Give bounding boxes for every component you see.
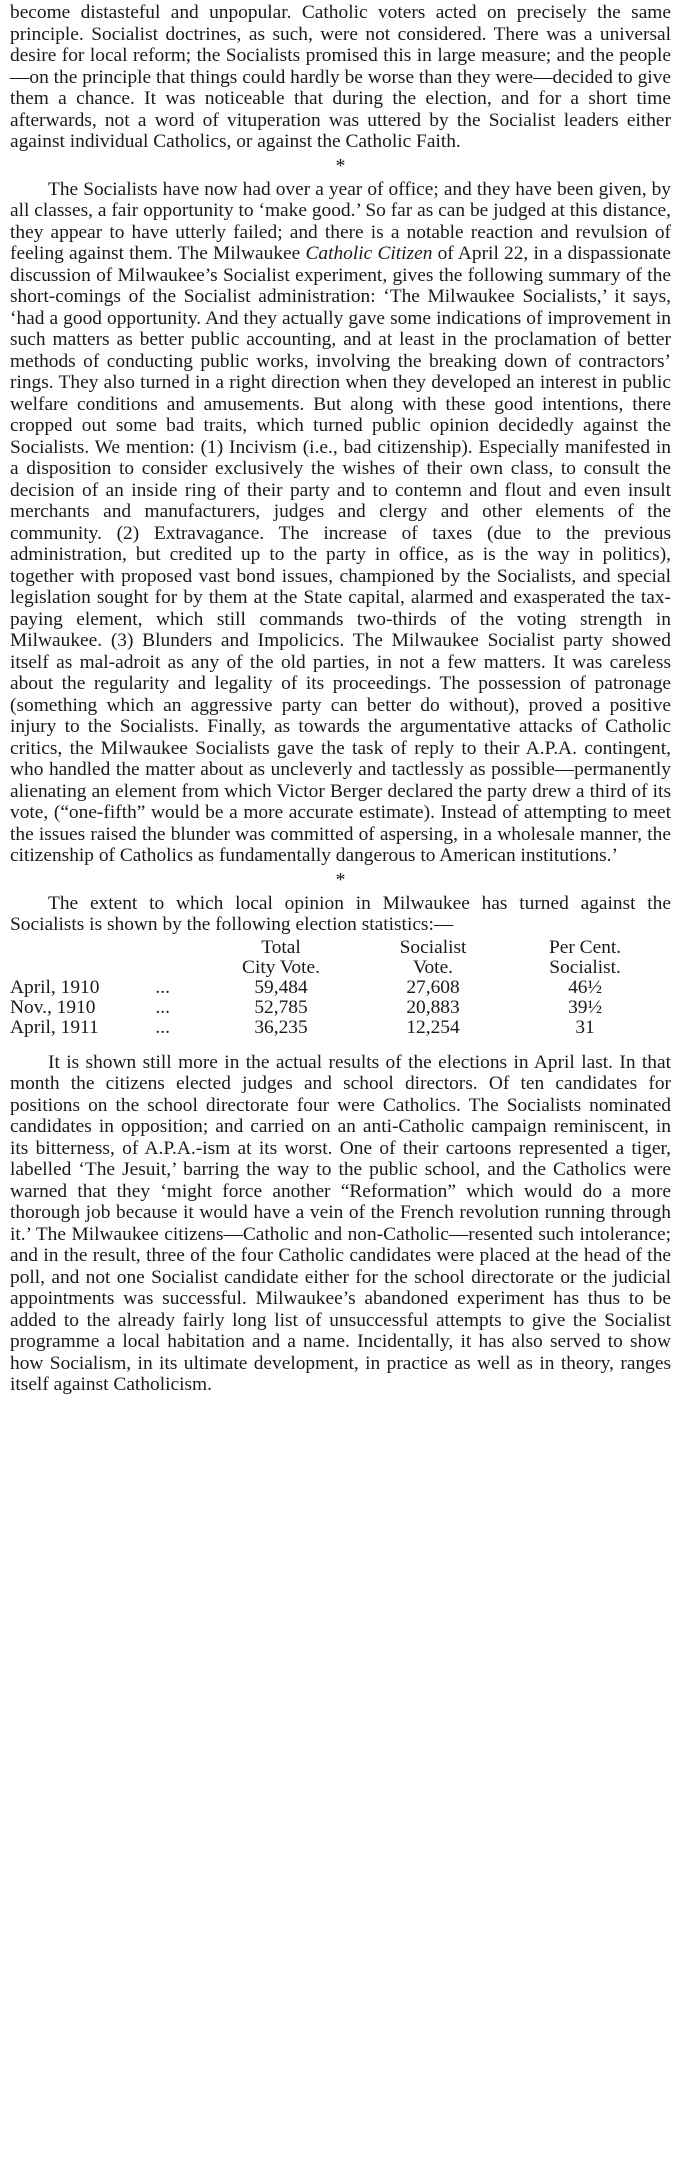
paragraph-socialist-failure (10, 179, 671, 867)
cell-leader-dots: ... (155, 976, 170, 998)
cell-leader-dots: ... (155, 996, 170, 1018)
header-blank (155, 938, 195, 978)
header-socialist-vote (367, 938, 499, 978)
header-total-city-vote (195, 938, 367, 978)
header-per-cent-socialist (499, 938, 671, 978)
header-total-line2: City Vote. (242, 956, 320, 978)
table-row (10, 978, 671, 998)
cell-socialist-vote: 12,254 (406, 1016, 460, 1038)
cell-socialist-vote: 20,883 (406, 996, 460, 1018)
cell-percent: 39½ (568, 996, 603, 1018)
table-header-row (10, 938, 671, 978)
header-percent-line1: Per Cent. (548, 936, 622, 958)
table-row (10, 998, 671, 1018)
cell-date: April, 1910 (10, 976, 100, 998)
cell-leader-dots: ... (155, 1016, 170, 1038)
header-socialist-line2: Vote. (412, 956, 454, 978)
cell-socialist-vote: 27,608 (406, 976, 460, 998)
table-row (10, 1018, 671, 1038)
header-total-line1: Total (261, 936, 301, 958)
section-separator-asterisk: * (335, 154, 346, 177)
cell-percent: 31 (575, 1016, 595, 1038)
cell-percent: 46½ (568, 976, 603, 998)
header-blank (10, 938, 155, 978)
header-percent-line2: Socialist. (549, 956, 621, 978)
cell-date: April, 1911 (10, 1016, 99, 1038)
cell-total-vote: 52,785 (254, 996, 308, 1018)
cell-date: Nov., 1910 (10, 996, 96, 1018)
paragraph-april-results: It is shown still more in the actual results of the elections in April last. In that month the citizens elected judges and school directors. Of ten candidates for positions on the school directorate four were Catholics. The Socialists nominated candidates in opposition; and carried on an anti-Catholic campaign reminiscent, in its bitterness, of A.P.A.-ism at its worst. One of their cartoons represented a tiger, labelled ‘The Jesuit,’ barring the way to the public school, and the Catholics were warned that they ‘might force another “Reformation” which would do a more thorough job because it would have a vein of the French revolution running through it.’ The Milwaukee citizens—Catholic and non-Catholic—resented such intolerance; and in the result, three of the four Catholic candidates were placed at the head of the poll, and not one Socialist candidate either for the school directorate or the judicial appointments was successful. Milwaukee’s abandoned experiment has thus to be added to the already fairly long list of unsuccessful attempts to give the Socialist programme a local habitation and a name. Incidentally, it has also served to show how Socialism, in its ultimate development, in practice as well as in theory, ranges itself against Catholicism. (10, 1051, 671, 1395)
paragraph-socialist-failure-intro: The Socialists have now had over a year of office; and they have been given, by all classes, a fair opportunity to ‘make good.’ So far as can be judged at this distance, they appear to have utterly failed; and there is a notable reaction and revulsion of feeling against them. The Milwaukee (10, 178, 671, 264)
newspaper-title-catholic-citizen: Catholic Citizen (305, 243, 433, 264)
paragraph-statistics-intro: The extent to which local opinion in Milwaukee has turned against the Socialists is shown by the following election statistics:— (10, 892, 671, 935)
section-separator-asterisk: * (335, 868, 346, 891)
header-socialist-line1: Socialist (399, 936, 467, 958)
cell-total-vote: 36,235 (254, 1016, 308, 1038)
election-statistics-table (10, 938, 671, 1038)
paragraph-socialist-failure-quote: of April 22, in a dispassionate discussion of Milwaukee’s Socialist experiment, gives the following summary of the short-comings of the Socialist administration: ‘The Milwaukee Socialists,’ it says, ‘had a good opportunity. And they actually gave some indications of improvement in such matters as better public accounting, and at least in the proclamation of better methods of conducting public works, involving the breaking down of contractors’ rings. They also turned in a right direction when they developed an interest in public welfare conditions and amusements. But along with these good intentions, there cropped out some bad traits, which turned public opinion decidedly against the Socialists. We mention: (1) Incivism (i.e., bad citizenship). Especially manifested in a disposition to consider exclusively the wishes of their own class, to consult the decision of an inside ring of their party and to contemn and flout and even insult merchants and manufacturers, judges and clergy and other elements of the community. (2) Extravagance. The increase of taxes (due to the previous administration, but credited up to the party in office, as is the way in politics), together with proposed vast bond issues, championed by the Socialists, and special legislation sought for by them at the State capital, alarmed and exasperated the tax-paying element, which still commands two-thirds of the voting strength in Milwaukee. (3) Blunders and Impolicics. The Milwaukee Socialist party showed itself as mal-adroit as any of the old parties, in not a few matters. It was careless about the regularity and legality of its proceedings. The possession of patronage (something which an aggressive party can better do without), proved a positive injury to the Socialists. Finally, as towards the argumentative attacks of Catholic critics, the Milwaukee Socialists gave the task of reply to their A.P.A. contingent, who handled the matter about as uncleverly and tactlessly as possible—permanently alienating an element from which Victor Berger declared the party drew a third of its vote, (“one-fifth” would be a more accurate estimate). Instead of attempting to meet the issues raised the blunder was committed of aspersing, in a wholesale manner, the citizenship of Catholics as fundamentally dangerous to American institutions.’ (10, 243, 671, 866)
cell-total-vote: 59,484 (254, 976, 308, 998)
paragraph-election-reform: become distasteful and unpopular. Catholic voters acted on precisely the same principle. Socialist doctrines, as such, were not considered. There was a universal desire for local reform; the Socialists promised this in large measure; and the people—on the principle that things could hardly be worse than they were—decided to give them a chance. It was noticeable that during the election, and for a short time afterwards, not a word of vituperation was uttered by the Socialist leaders either against individual Catholics, or against the Catholic Faith. (10, 2, 671, 152)
